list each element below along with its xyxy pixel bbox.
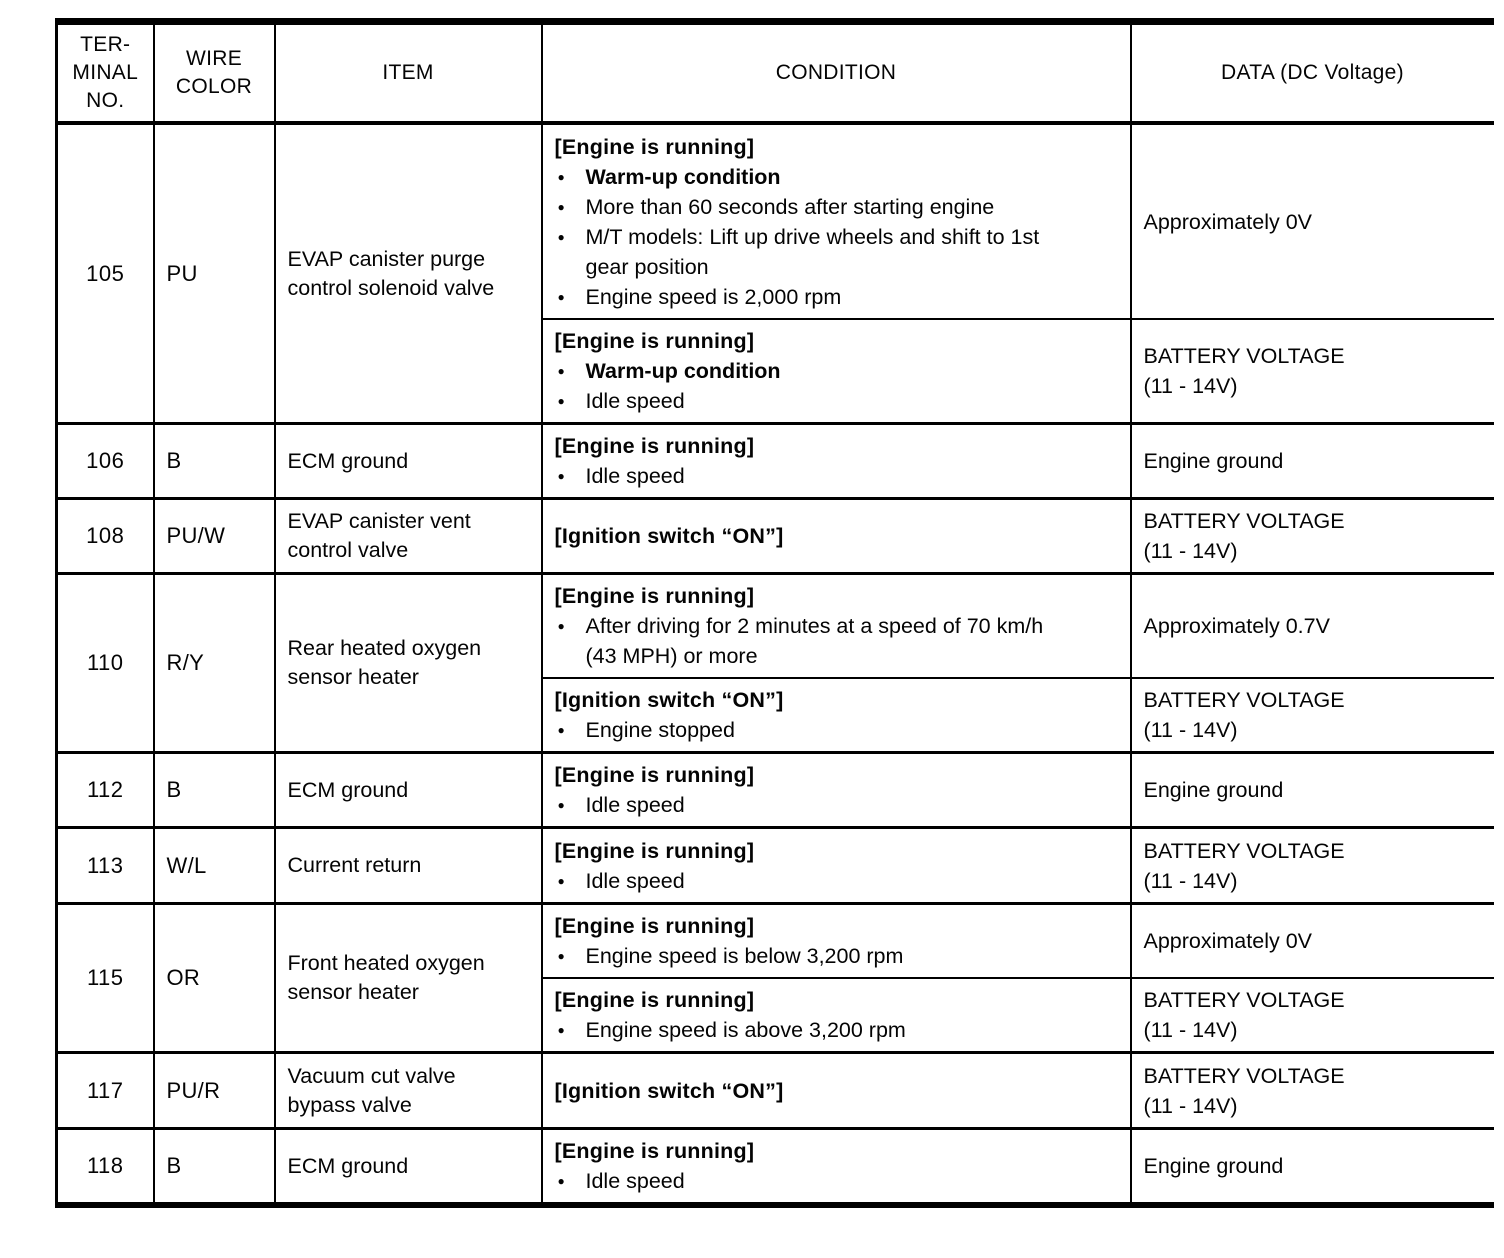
item-cell: Current return — [275, 828, 542, 904]
condition-state: [Engine is running] — [554, 838, 755, 863]
table-row — [57, 904, 1494, 979]
data-value-line: BATTERY VOLTAGE — [1143, 838, 1345, 863]
condition-state: [Ignition switch “ON”] — [554, 688, 784, 712]
condition-cell — [542, 828, 1131, 904]
data-cell — [1131, 499, 1494, 574]
condition-line — [555, 866, 1118, 896]
terminal-cell: 112 — [57, 753, 154, 828]
condition-text: M/T models: Lift up drive wheels and shift to 1st — [585, 224, 1040, 249]
condition-line — [555, 611, 1118, 641]
bullet-icon: ● — [557, 169, 565, 184]
wire-color-cell: PU/R — [154, 1053, 275, 1129]
condition-state: [Ignition switch “ON”] — [554, 524, 784, 548]
table-row — [57, 828, 1494, 904]
table-header-row — [57, 22, 1494, 124]
condition-text: Idle speed — [585, 389, 685, 413]
condition-cell — [542, 904, 1131, 979]
terminal-cell: 105 — [57, 123, 154, 424]
data-value-line: (11 - 14V) — [1143, 868, 1238, 893]
col-header-data: DATA (DC Voltage) — [1131, 22, 1494, 124]
condition-line: (43 MPH) or more — [585, 644, 758, 668]
header-line: TER- — [80, 33, 131, 56]
terminal-cell: 115 — [57, 904, 154, 1053]
item-cell: Rear heated oxygen sensor heater — [275, 574, 542, 753]
bullet-icon: ● — [557, 469, 565, 483]
condition-line — [555, 1166, 1118, 1196]
condition-cell — [542, 1053, 1131, 1129]
condition-cell — [542, 424, 1131, 499]
condition-cell — [542, 1129, 1131, 1206]
condition-text: Idle speed — [585, 1169, 685, 1193]
condition-state: [Engine is running] — [554, 914, 755, 938]
condition-text: Warm-up condition — [585, 164, 781, 189]
data-value-line: BATTERY VOLTAGE — [1143, 1063, 1345, 1088]
wire-color-cell: R/Y — [154, 574, 275, 753]
wire-color-cell: B — [154, 753, 275, 828]
item-cell: EVAP canister purge control solenoid valve — [275, 123, 542, 424]
bullet-icon: ● — [557, 394, 565, 408]
condition-line: gear position — [585, 254, 709, 279]
table-row — [57, 1129, 1494, 1206]
bullet-icon: ● — [557, 798, 565, 812]
data-cell — [1131, 319, 1494, 424]
data-value-line: (11 - 14V) — [1143, 374, 1238, 398]
data-cell — [1131, 1129, 1494, 1206]
data-value-line: (11 - 14V) — [1143, 1093, 1238, 1118]
data-value-line: BATTERY VOLTAGE — [1143, 344, 1345, 368]
item-cell: ECM ground — [275, 424, 542, 499]
bullet-icon: ● — [557, 949, 565, 963]
table-row — [57, 1053, 1494, 1129]
condition-cell — [542, 319, 1131, 424]
data-value-line: BATTERY VOLTAGE — [1143, 509, 1345, 533]
wire-color-cell: B — [154, 424, 275, 499]
data-value-line: Approximately 0.7V — [1143, 614, 1330, 638]
condition-cell — [542, 753, 1131, 828]
wire-color-cell: W/L — [154, 828, 275, 904]
terminal-cell: 110 — [57, 574, 154, 753]
data-cell — [1131, 1053, 1494, 1129]
data-value-line: Engine ground — [1143, 778, 1284, 802]
condition-text: Warm-up condition — [585, 359, 781, 383]
condition-line — [555, 715, 1118, 745]
terminal-cell: 108 — [57, 499, 154, 574]
terminal-cell: 118 — [57, 1129, 154, 1206]
item-cell: ECM ground — [275, 753, 542, 828]
header-line: COLOR — [175, 75, 253, 98]
condition-cell — [542, 574, 1131, 679]
terminal-data-table — [55, 18, 1494, 1208]
condition-line — [555, 222, 1118, 252]
bullet-icon: ● — [557, 289, 565, 304]
item-cell: Front heated oxygen sensor heater — [275, 904, 542, 1053]
data-cell — [1131, 753, 1494, 828]
data-value-line: (11 - 14V) — [1143, 539, 1238, 563]
bullet-icon: ● — [557, 364, 565, 378]
condition-cell — [542, 678, 1131, 753]
condition-line — [555, 282, 1118, 312]
data-value-line: Engine ground — [1143, 449, 1284, 473]
data-cell — [1131, 574, 1494, 679]
condition-text: Engine speed is below 3,200 rpm — [585, 944, 904, 968]
condition-line — [555, 1015, 1118, 1045]
data-value-line: Engine ground — [1143, 1154, 1284, 1178]
condition-state: [Engine is running] — [554, 134, 755, 159]
wire-color-cell: PU/W — [154, 499, 275, 574]
wire-color-cell: PU — [154, 123, 275, 424]
condition-text: After driving for 2 minutes at a speed of 70 km/h — [585, 614, 1044, 638]
item-cell: ECM ground — [275, 1129, 542, 1206]
terminal-cell: 117 — [57, 1053, 154, 1129]
wire-color-cell: OR — [154, 904, 275, 1053]
data-cell — [1131, 828, 1494, 904]
condition-state: [Engine is running] — [554, 434, 755, 458]
condition-line — [555, 461, 1118, 491]
data-value-line: BATTERY VOLTAGE — [1143, 988, 1345, 1012]
bullet-icon: ● — [557, 1174, 565, 1188]
bullet-icon: ● — [557, 229, 565, 244]
terminal-cell: 106 — [57, 424, 154, 499]
condition-state: [Engine is running] — [554, 584, 755, 608]
condition-state: [Engine is running] — [554, 1139, 755, 1163]
condition-state: [Engine is running] — [554, 988, 755, 1012]
table-row — [57, 753, 1494, 828]
condition-state: [Ignition switch “ON”] — [554, 1078, 784, 1103]
condition-text: Engine speed is 2,000 rpm — [585, 284, 842, 309]
bullet-icon: ● — [557, 1023, 565, 1037]
item-cell: Vacuum cut valve bypass valve — [275, 1053, 542, 1129]
data-value-line: (11 - 14V) — [1143, 718, 1238, 742]
header-line: MINAL — [72, 61, 139, 84]
data-cell — [1131, 904, 1494, 979]
condition-text: Idle speed — [585, 793, 685, 817]
bullet-icon: ● — [557, 723, 565, 737]
condition-line — [555, 790, 1118, 820]
bullet-icon: ● — [557, 873, 565, 888]
data-cell — [1131, 424, 1494, 499]
col-header-condition: CONDITION — [542, 22, 1131, 124]
condition-line — [555, 386, 1118, 416]
wire-color-cell: B — [154, 1129, 275, 1206]
condition-cell — [542, 499, 1131, 574]
item-cell: EVAP canister vent control valve — [275, 499, 542, 574]
data-value-line: (11 - 14V) — [1143, 1018, 1238, 1042]
table-row — [57, 574, 1494, 679]
header-line: WIRE — [185, 47, 243, 70]
condition-line — [555, 192, 1118, 222]
condition-state: [Engine is running] — [554, 329, 755, 353]
data-cell — [1131, 678, 1494, 753]
data-value-line: Approximately 0V — [1143, 929, 1312, 953]
condition-text: Engine stopped — [585, 718, 735, 742]
bullet-icon: ● — [557, 619, 565, 633]
condition-text: Engine speed is above 3,200 rpm — [585, 1018, 906, 1042]
table-row — [57, 499, 1494, 574]
terminal-cell: 113 — [57, 828, 154, 904]
condition-text: More than 60 seconds after starting engine — [585, 194, 995, 219]
table-row — [57, 424, 1494, 499]
condition-state: [Engine is running] — [554, 763, 755, 787]
condition-text: Idle speed — [585, 464, 685, 488]
bullet-icon: ● — [557, 199, 565, 214]
data-value-line: Approximately 0V — [1143, 209, 1312, 234]
condition-text: Idle speed — [585, 868, 685, 893]
header-line: NO. — [86, 89, 125, 112]
col-header-terminal — [57, 22, 154, 124]
condition-cell — [542, 978, 1131, 1053]
condition-line — [555, 356, 1118, 386]
col-header-wire-color — [154, 22, 275, 124]
col-header-item: ITEM — [275, 22, 542, 124]
data-cell — [1131, 123, 1494, 319]
condition-line — [555, 162, 1118, 192]
data-value-line: BATTERY VOLTAGE — [1143, 688, 1345, 712]
table-row — [57, 123, 1494, 319]
condition-line — [555, 941, 1118, 971]
data-cell — [1131, 978, 1494, 1053]
condition-cell — [542, 123, 1131, 319]
